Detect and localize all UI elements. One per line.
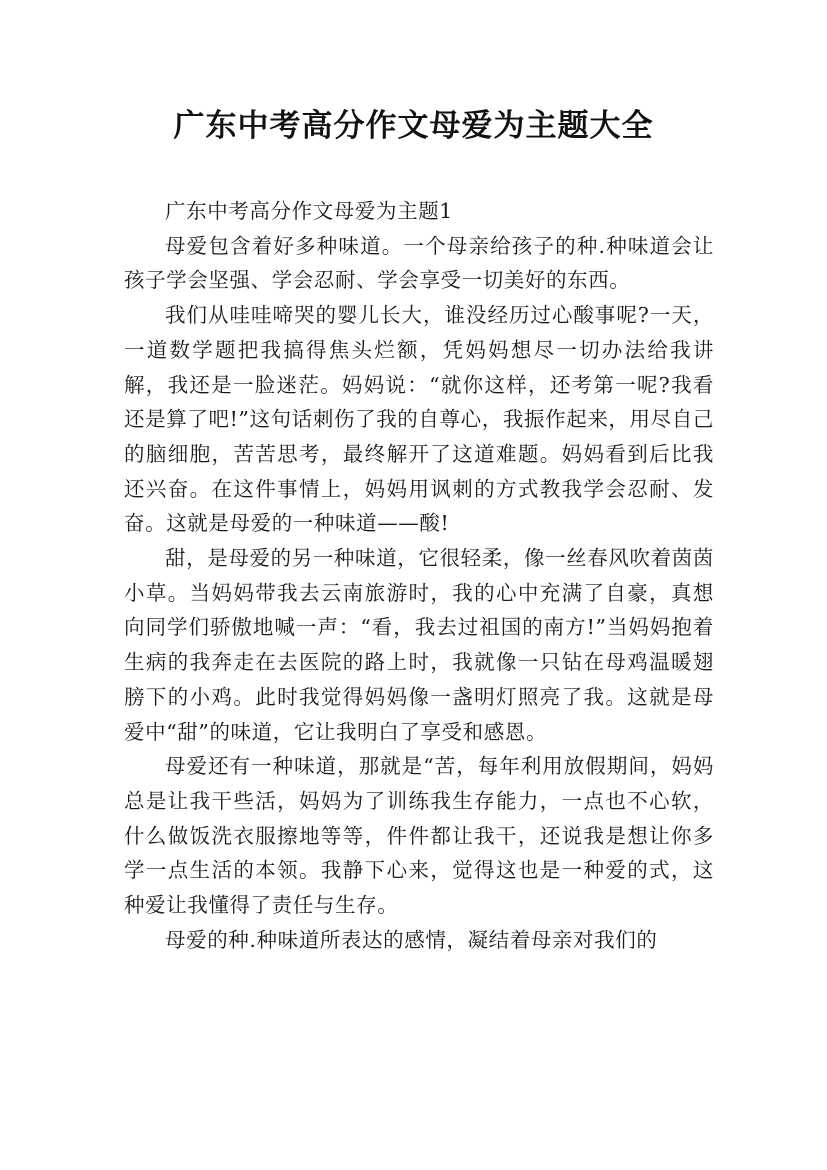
paragraph: 母爱包含着好多种味道。一个母亲给孩子的种.种味道会让孩子学会坚强、学会忍耐、学会享受一切美好的东西。: [124, 233, 714, 293]
document-title: 广东中考高分作文母爱为主题大全: [173, 108, 654, 144]
paragraph: 母爱还有一种味道，那就是“苦，每年利用放假期间，妈妈总是让我干些活，妈妈为了训练我生存能力，一点也不心软，什么做饭洗衣服擦地等等，件件都让我干，还说我是想让你多学一点生活的本领。我静下心来，觉得这也是一种爱的式，这种爱让我懂得了责任与生存。: [124, 754, 714, 918]
paragraph: 母爱的种.种味道所表达的感情，凝结着母亲对我们的: [165, 927, 658, 952]
section-heading: 广东中考高分作文母爱为主题1: [165, 199, 453, 223]
paragraph: 我们从哇哇啼哭的婴儿长大，谁没经历过心酸事呢?一天，一道数学题把我搞得焦头烂额，凭妈妈想尽一切办法给我讲解，我还是一脸迷茫。妈妈说：“就你这样，还考第一呢?我看还是算了吧!”这句话刺伤了我的自尊心，我振作起来，用尽自己的脑细胞，苦苦思考，最终解开了这道难题。妈妈看到后比我还兴奋。在这件事情上，妈妈用讽刺的方式教我学会忍耐、发奋。这就是母爱的一种味道——酸!: [124, 303, 714, 536]
paragraph: 甜，是母爱的另一种味道，它很轻柔，像一丝春风吹着茵茵小草。当妈妈带我去云南旅游时，我的心中充满了自豪，真想向同学们骄傲地喊一声：“看，我去过祖国的南方!”当妈妈抱着生病的我奔走在去医院的路上时，我就像一只钻在母鸡温暖翅膀下的小鸡。此时我觉得妈妈像一盏明灯照亮了我。这就是母爱中“甜”的味道，它让我明白了享受和感恩。: [124, 546, 714, 744]
document-body: [124, 194, 714, 957]
